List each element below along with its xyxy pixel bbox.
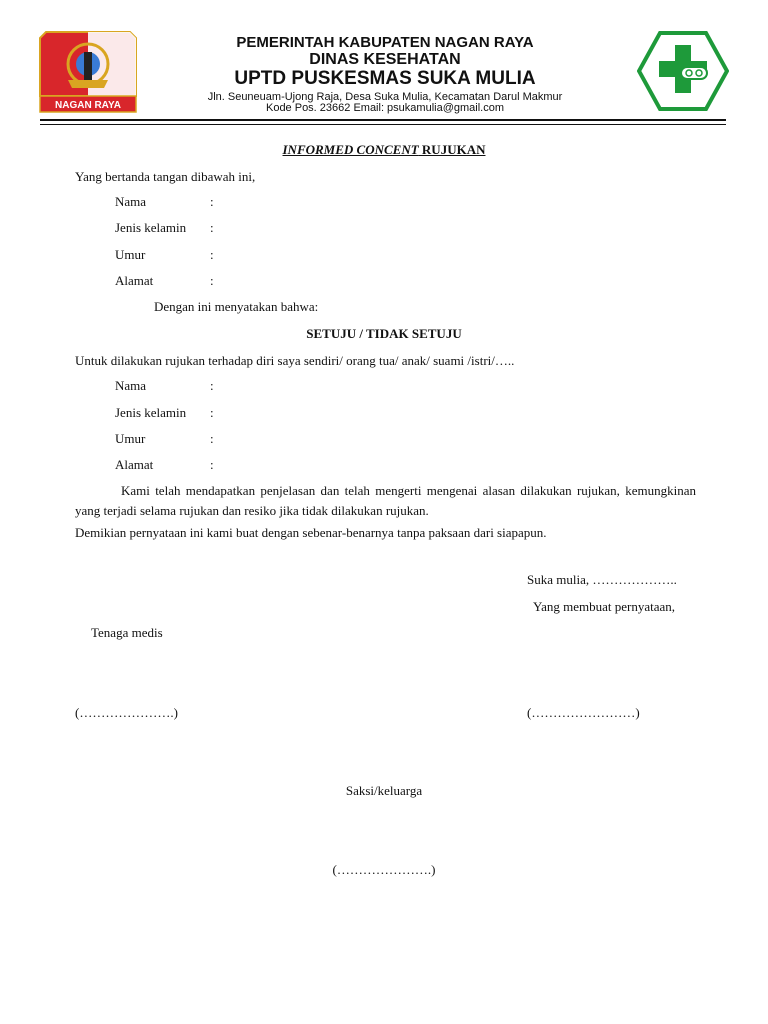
header-rule-thick	[40, 119, 726, 121]
intro-text: Yang bertanda tangan dibawah ini,	[75, 169, 256, 184]
header-government: PEMERINTAH KABUPATEN NAGAN RAYA	[236, 34, 534, 51]
header-puskesmas: UPTD PUSKESMAS SUKA MULIA	[234, 68, 536, 89]
place-date: Suka mulia, ………………..	[527, 572, 677, 587]
field-label-jenis-kelamin-2: Jenis kelamin	[115, 405, 187, 420]
field-colon: :	[210, 194, 214, 209]
field-colon: :	[210, 220, 214, 235]
signer-right-label: Yang membuat pernyataan,	[533, 599, 676, 614]
field-colon: :	[210, 431, 214, 446]
field-colon: :	[210, 405, 214, 420]
field-label-jenis-kelamin-1: Jenis kelamin	[115, 220, 187, 235]
explanation-paragraph: Kami telah mendapatkan penjelasan dan telah mengerti mengenai alasan dilakukan rujukan, kemungkinan yang terjadi selama rujukan dan resiko jika tidak dilakukan rujukan.	[75, 483, 696, 518]
header-rule-thin	[40, 124, 726, 125]
declaration-paragraph: Demikian pernyataan ini kami buat dengan sebenar-benarnya tanpa paksaan dari siapapun.	[75, 525, 547, 540]
consent-choice: SETUJU / TIDAK SETUJU	[306, 326, 462, 341]
signature-line-witness: (………………….)	[332, 862, 436, 877]
field-label-nama-2: Nama	[115, 378, 147, 393]
field-label-alamat-1: Alamat	[115, 273, 154, 288]
field-colon: :	[210, 273, 214, 288]
field-label-umur-2: Umur	[115, 431, 146, 446]
logo-caption: NAGAN RAYA	[55, 100, 121, 111]
document-title	[0, 142, 768, 158]
field-colon: :	[210, 457, 214, 472]
field-colon: :	[210, 247, 214, 262]
nagan-raya-logo	[38, 30, 138, 114]
header-contact: Kode Pos. 23662 Email: psukamulia@gmail.com	[265, 102, 504, 114]
signature-line-medical: (………………….)	[75, 705, 178, 720]
witness-label: Saksi/keluarga	[345, 783, 423, 798]
referral-line: Untuk dilakukan rujukan terhadap diri saya sendiri/ orang tua/ anak/ suami /istri/…..	[75, 353, 515, 368]
field-label-alamat-2: Alamat	[115, 457, 154, 472]
field-colon: :	[210, 378, 214, 393]
statement-text: Dengan ini menyatakan bahwa:	[154, 299, 319, 314]
puskesmas-logo	[637, 31, 729, 111]
header-department: DINAS KESEHATAN	[309, 51, 461, 68]
header-address: Jln. Seuneuam-Ujong Raja, Desa Suka Mulia, Kecamatan Darul Makmur	[207, 91, 563, 103]
field-label-umur-1: Umur	[115, 247, 146, 262]
title-rest: RUJUKAN	[418, 142, 486, 157]
field-label-nama-1: Nama	[115, 194, 147, 209]
signature-line-declarant: (……………………)	[527, 705, 640, 720]
title-italic: INFORMED CONCENT	[282, 142, 419, 157]
signer-left-label: Tenaga medis	[91, 625, 163, 640]
